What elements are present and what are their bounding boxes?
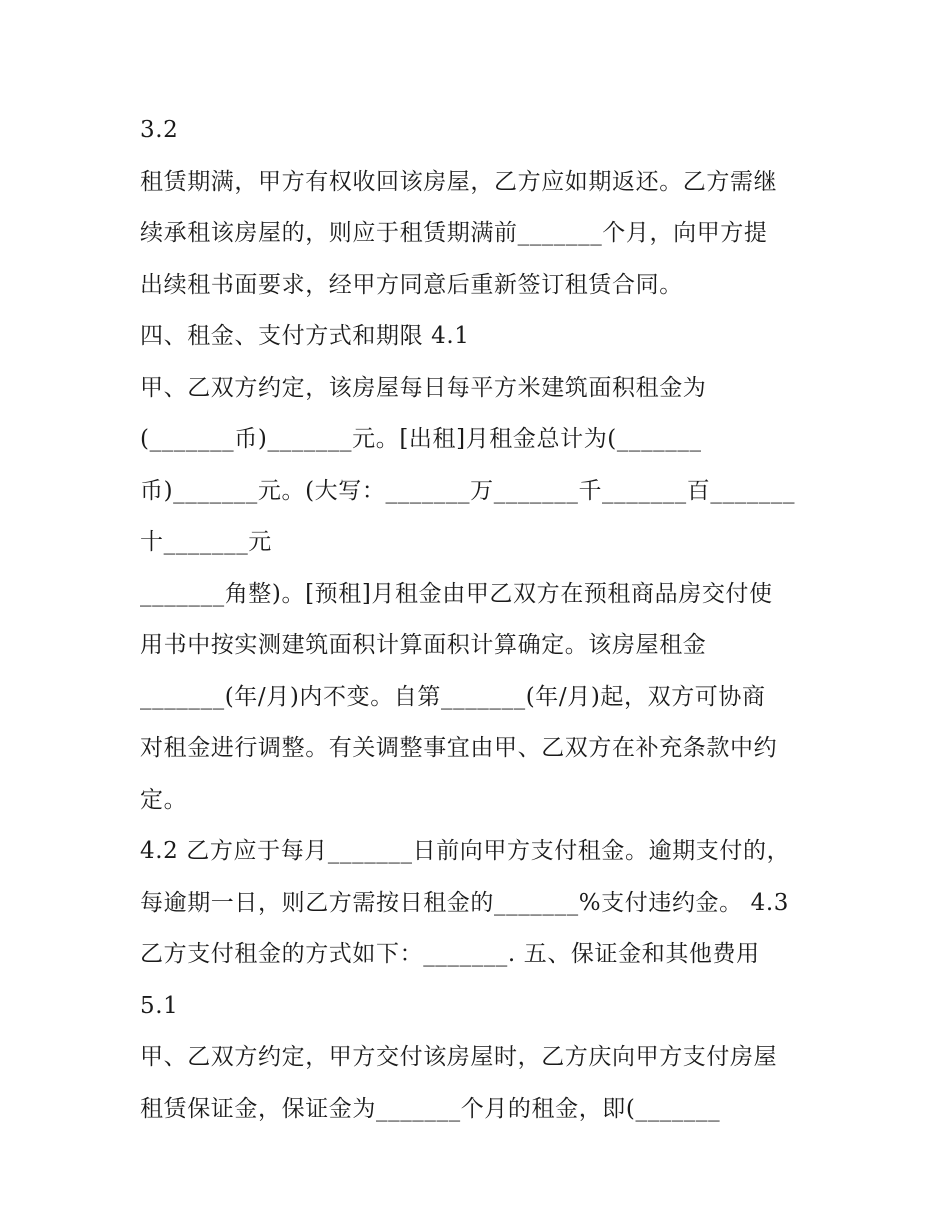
text-line: 租赁保证金，保证金为_______个月的租金，即(_______	[140, 1095, 721, 1122]
text-line: 对租金进行调整。有关调整事宜由甲、乙双方在补充条款中约	[140, 735, 778, 761]
text-line: 甲、乙双方约定，甲方交付该房屋时，乙方庆向甲方支付房屋	[140, 1044, 778, 1070]
text-line: 每逾期一日，则乙方需按日租金的_______%支付违约金。 4.3	[140, 889, 790, 916]
text-line: 4.2 乙方应于每月_______日前向甲方支付租金。逾期支付的，	[140, 838, 791, 864]
section-number-3-2: 3.2	[140, 117, 179, 143]
text-line: 币)_______元。(大写：_______万_______千_______百_______	[140, 477, 796, 504]
section-number-5-1: 5.1	[140, 992, 179, 1019]
text-line: (_______币)_______元。[出租]月租金总计为(_______	[140, 426, 702, 452]
text-line: 乙方支付租金的方式如下：_______. 五、保证金和其他费用	[140, 941, 760, 967]
text-line: _______角整)。[预租]月租金由甲乙双方在预租商品房交付使	[140, 580, 773, 607]
text-line: 用书中按实测建筑面积计算面积计算确定。该房屋租金	[140, 632, 707, 658]
text-line: 甲、乙双方约定，该房屋每日每平方米建筑面积租金为	[140, 374, 707, 401]
section-heading-rent-payment: 四、租金、支付方式和期限 4.1	[140, 323, 470, 349]
text-line: 续承租该房屋的，则应于租赁期满前_______个月，向甲方提	[140, 220, 768, 246]
text-line: 出续租书面要求，经甲方同意后重新签订租赁合同。	[140, 271, 683, 298]
document-body	[140, 105, 830, 1135]
text-line: 定。	[140, 786, 188, 813]
text-line: 十_______元	[140, 529, 272, 555]
text-line: _______(年/月)内不变。自第_______(年/月)起，双方可协商	[140, 683, 766, 710]
text-line: 租赁期满，甲方有权收回该房屋，乙方应如期返还。乙方需继	[140, 168, 778, 195]
